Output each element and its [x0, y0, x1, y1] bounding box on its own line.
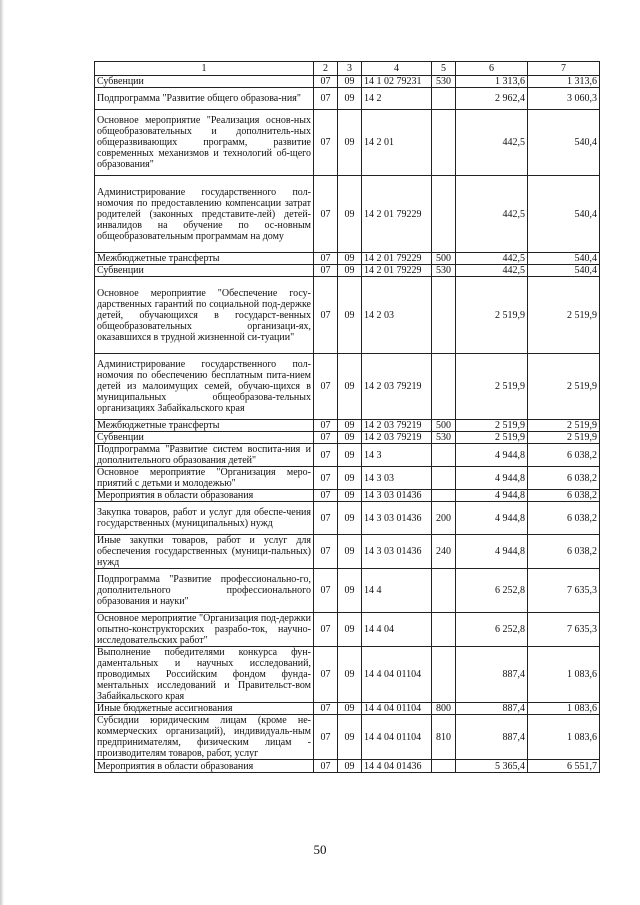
section-cell: 07	[314, 715, 338, 760]
row-name-cell: Закупка товаров, работ и услуг для обеспе-чения государственных (муниципальных) нужд	[95, 502, 314, 535]
row-name-cell: Мероприятия в области образования	[95, 760, 314, 773]
section-cell: 07	[314, 467, 338, 490]
subsection-cell: 09	[338, 715, 362, 760]
target-article-cell: 14 1 02 79231	[362, 76, 432, 88]
subsection-cell: 09	[338, 467, 362, 490]
amount-year-2-cell: 1 083,6	[528, 715, 600, 760]
row-name-cell: Администрирование государственного пол-номочия по обеспечению бесплатным пита-нием детей из малоимущих семей, обучаю-щихся в муниципальных общеобразова-тельных организациях Забайкальского края	[95, 354, 314, 420]
section-cell: 07	[314, 76, 338, 88]
table-row	[95, 760, 600, 773]
row-name-cell: Основное мероприятие "Реализация основ-ных общеобразовательных и дополнитель-ных общеразвивающих программ, развитие современных механизмов и технологий об-щего образования"	[95, 110, 314, 176]
table-row	[95, 569, 600, 613]
table-row	[95, 502, 600, 535]
amount-year-2-cell: 540,4	[528, 253, 600, 265]
target-article-cell: 14 3 03 01436	[362, 490, 432, 502]
row-name-cell: Межбюджетные трансферты	[95, 420, 314, 432]
row-name-cell: Субвенции	[95, 432, 314, 444]
section-cell: 07	[314, 703, 338, 715]
expense-type-cell	[432, 490, 456, 502]
expense-type-cell	[432, 569, 456, 613]
row-name-cell: Выполнение победителями конкурса фун-даментальных и научных исследований, проводимых Российским фондом фунда-ментальных исследований и Правительст-вом Забайкальского края	[95, 647, 314, 703]
amount-year-1-cell: 4 944,8	[456, 467, 528, 490]
expense-type-cell: 810	[432, 715, 456, 760]
amount-year-2-cell: 6 038,2	[528, 535, 600, 569]
section-cell: 07	[314, 354, 338, 420]
table-row	[95, 490, 600, 502]
table-body	[95, 62, 600, 773]
row-name-cell: Подпрограмма "Развитие профессионально-го, дополнительного профессионального образования и науки"	[95, 569, 314, 613]
amount-year-1-cell: 4 944,8	[456, 502, 528, 535]
amount-year-1-cell: 2 519,9	[456, 354, 528, 420]
header-cell: 5	[432, 62, 456, 76]
table-row	[95, 715, 600, 760]
table-row	[95, 253, 600, 265]
table-row	[95, 420, 600, 432]
header-cell: 1	[95, 62, 314, 76]
subsection-cell: 09	[338, 354, 362, 420]
section-cell: 07	[314, 569, 338, 613]
expense-type-cell	[432, 277, 456, 354]
amount-year-2-cell: 540,4	[528, 110, 600, 176]
expense-type-cell: 530	[432, 265, 456, 277]
amount-year-1-cell: 1 313,6	[456, 76, 528, 88]
section-cell: 07	[314, 265, 338, 277]
target-article-cell: 14 4	[362, 569, 432, 613]
amount-year-1-cell: 2 519,9	[456, 277, 528, 354]
subsection-cell: 09	[338, 444, 362, 467]
target-article-cell: 14 4 04 01104	[362, 703, 432, 715]
amount-year-2-cell: 2 519,9	[528, 277, 600, 354]
expense-type-cell	[432, 760, 456, 773]
target-article-cell: 14 3	[362, 444, 432, 467]
amount-year-1-cell: 887,4	[456, 647, 528, 703]
expense-type-cell: 500	[432, 253, 456, 265]
amount-year-2-cell: 7 635,3	[528, 613, 600, 647]
target-article-cell: 14 2 01 79229	[362, 265, 432, 277]
expense-type-cell: 240	[432, 535, 456, 569]
target-article-cell: 14 3 03 01436	[362, 535, 432, 569]
section-cell: 07	[314, 110, 338, 176]
amount-year-2-cell: 2 519,9	[528, 354, 600, 420]
section-cell: 07	[314, 535, 338, 569]
row-name-cell: Подпрограмма "Развитие систем воспита-ния и дополнительного образования детей"	[95, 444, 314, 467]
header-cell: 2	[314, 62, 338, 76]
amount-year-2-cell: 1 313,6	[528, 76, 600, 88]
target-article-cell: 14 4 04 01436	[362, 760, 432, 773]
amount-year-2-cell: 6 551,7	[528, 760, 600, 773]
subsection-cell: 09	[338, 502, 362, 535]
amount-year-2-cell: 7 635,3	[528, 569, 600, 613]
expense-type-cell: 530	[432, 76, 456, 88]
header-cell: 7	[528, 62, 600, 76]
amount-year-1-cell: 2 519,9	[456, 432, 528, 444]
table-row	[95, 703, 600, 715]
expense-type-cell	[432, 647, 456, 703]
amount-year-1-cell: 6 252,8	[456, 569, 528, 613]
amount-year-2-cell: 6 038,2	[528, 490, 600, 502]
subsection-cell: 09	[338, 432, 362, 444]
amount-year-1-cell: 442,5	[456, 265, 528, 277]
amount-year-1-cell: 887,4	[456, 715, 528, 760]
section-cell: 07	[314, 88, 338, 110]
amount-year-2-cell: 540,4	[528, 265, 600, 277]
subsection-cell: 09	[338, 490, 362, 502]
section-cell: 07	[314, 432, 338, 444]
row-name-cell: Администрирование государственного пол-номочия по предоставлению компенсации затрат родителей (законных представите-лей) детей-инвалидов на обучение по ос-новным общеобразовательным программам на дому	[95, 176, 314, 253]
table-row	[95, 88, 600, 110]
section-cell: 07	[314, 760, 338, 773]
amount-year-1-cell: 5 365,4	[456, 760, 528, 773]
header-cell: 3	[338, 62, 362, 76]
table-row	[95, 432, 600, 444]
target-article-cell: 14 4 04 01104	[362, 647, 432, 703]
section-cell: 07	[314, 176, 338, 253]
amount-year-1-cell: 4 944,8	[456, 444, 528, 467]
amount-year-1-cell: 442,5	[456, 253, 528, 265]
expense-type-cell	[432, 467, 456, 490]
section-cell: 07	[314, 502, 338, 535]
row-name-cell: Основное мероприятие "Организация под-держки опытно-конструкторских разрабо-ток, научно-исследовательских работ"	[95, 613, 314, 647]
amount-year-2-cell: 2 519,9	[528, 432, 600, 444]
row-name-cell: Основное мероприятие "Обеспечение госу-дарственных гарантий по социальной под-держке детей, обучающихся в государст-венных общеобразовательных организаци-ях, оказавшихся в трудной жизненной си-туации"	[95, 277, 314, 354]
budget-table	[94, 61, 600, 773]
subsection-cell: 09	[338, 420, 362, 432]
amount-year-2-cell: 6 038,2	[528, 502, 600, 535]
section-cell: 07	[314, 647, 338, 703]
amount-year-2-cell: 1 083,6	[528, 703, 600, 715]
amount-year-1-cell: 442,5	[456, 110, 528, 176]
table-row	[95, 647, 600, 703]
section-cell: 07	[314, 490, 338, 502]
subsection-cell: 09	[338, 535, 362, 569]
subsection-cell: 09	[338, 110, 362, 176]
row-name-cell: Субвенции	[95, 76, 314, 88]
amount-year-2-cell: 3 060,3	[528, 88, 600, 110]
amount-year-1-cell: 2 519,9	[456, 420, 528, 432]
table-row	[95, 354, 600, 420]
expense-type-cell: 800	[432, 703, 456, 715]
amount-year-2-cell: 6 038,2	[528, 444, 600, 467]
table-row	[95, 444, 600, 467]
header-cell: 6	[456, 62, 528, 76]
section-cell: 07	[314, 420, 338, 432]
table-header-row	[95, 62, 600, 76]
page-number: 50	[313, 842, 327, 857]
amount-year-2-cell: 1 083,6	[528, 647, 600, 703]
table-row	[95, 265, 600, 277]
expense-type-cell	[432, 110, 456, 176]
target-article-cell: 14 3 03 01436	[362, 502, 432, 535]
target-article-cell: 14 4 04	[362, 613, 432, 647]
table-row	[95, 467, 600, 490]
amount-year-1-cell: 6 252,8	[456, 613, 528, 647]
subsection-cell: 09	[338, 88, 362, 110]
amount-year-1-cell: 887,4	[456, 703, 528, 715]
amount-year-2-cell: 6 038,2	[528, 467, 600, 490]
expense-type-cell	[432, 354, 456, 420]
header-cell: 4	[362, 62, 432, 76]
target-article-cell: 14 2 01	[362, 110, 432, 176]
row-name-cell: Иные бюджетные ассигнования	[95, 703, 314, 715]
section-cell: 07	[314, 444, 338, 467]
target-article-cell: 14 2 01 79229	[362, 253, 432, 265]
amount-year-1-cell: 4 944,8	[456, 535, 528, 569]
subsection-cell: 09	[338, 703, 362, 715]
subsection-cell: 09	[338, 613, 362, 647]
expense-type-cell: 500	[432, 420, 456, 432]
subsection-cell: 09	[338, 569, 362, 613]
subsection-cell: 09	[338, 277, 362, 354]
row-name-cell: Подпрограмма "Развитие общего образова-ния"	[95, 88, 314, 110]
amount-year-1-cell: 4 944,8	[456, 490, 528, 502]
table-row	[95, 110, 600, 176]
subsection-cell: 09	[338, 760, 362, 773]
table-row	[95, 76, 600, 88]
target-article-cell: 14 2 03	[362, 277, 432, 354]
target-article-cell: 14 2 03 79219	[362, 420, 432, 432]
table-row	[95, 277, 600, 354]
row-name-cell: Субвенции	[95, 265, 314, 277]
section-cell: 07	[314, 253, 338, 265]
table-row	[95, 535, 600, 569]
target-article-cell: 14 2 01 79229	[362, 176, 432, 253]
subsection-cell: 09	[338, 176, 362, 253]
target-article-cell: 14 2 03 79219	[362, 432, 432, 444]
section-cell: 07	[314, 277, 338, 354]
expense-type-cell: 200	[432, 502, 456, 535]
expense-type-cell	[432, 176, 456, 253]
subsection-cell: 09	[338, 265, 362, 277]
target-article-cell: 14 4 04 01104	[362, 715, 432, 760]
row-name-cell: Мероприятия в области образования	[95, 490, 314, 502]
amount-year-1-cell: 442,5	[456, 176, 528, 253]
expense-type-cell: 530	[432, 432, 456, 444]
subsection-cell: 09	[338, 76, 362, 88]
section-cell: 07	[314, 613, 338, 647]
row-name-cell: Иные закупки товаров, работ и услуг для обеспечения государственных (муници-пальных) нужд	[95, 535, 314, 569]
target-article-cell: 14 3 03	[362, 467, 432, 490]
target-article-cell: 14 2	[362, 88, 432, 110]
row-name-cell: Основное мероприятие "Организация меро-приятий с детьми и молодежью"	[95, 467, 314, 490]
subsection-cell: 09	[338, 647, 362, 703]
table-row	[95, 176, 600, 253]
expense-type-cell	[432, 444, 456, 467]
subsection-cell: 09	[338, 253, 362, 265]
row-name-cell: Межбюджетные трансферты	[95, 253, 314, 265]
expense-type-cell	[432, 88, 456, 110]
amount-year-2-cell: 540,4	[528, 176, 600, 253]
row-name-cell: Субсидии юридическим лицам (кроме не-коммерческих организаций), индивидуаль-ным предпринимателям, физическим лицам - производителям товаров, работ, услуг	[95, 715, 314, 760]
expense-type-cell	[432, 613, 456, 647]
page-edge	[0, 0, 4, 905]
amount-year-2-cell: 2 519,9	[528, 420, 600, 432]
table-row	[95, 613, 600, 647]
amount-year-1-cell: 2 962,4	[456, 88, 528, 110]
target-article-cell: 14 2 03 79219	[362, 354, 432, 420]
